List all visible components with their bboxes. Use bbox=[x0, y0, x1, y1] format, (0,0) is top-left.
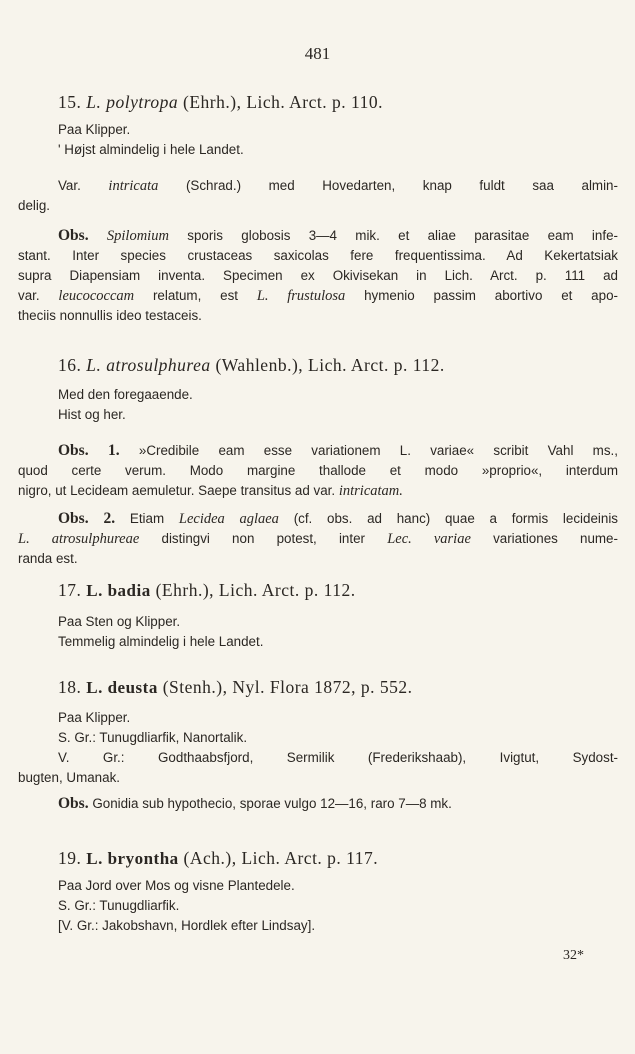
genus: L. bbox=[86, 355, 102, 375]
variety-line-cont: delig. bbox=[18, 198, 51, 213]
authority-reference: (Ehrh.), Lich. Arct. p. 112. bbox=[155, 580, 356, 600]
authority-reference: (Ach.), Lich. Arct. p. 117. bbox=[183, 848, 379, 868]
habitat-line: Paa Jord over Mos og visne Plantedele. bbox=[58, 878, 295, 893]
entry-17-heading bbox=[58, 580, 356, 601]
entry-number: 17. bbox=[58, 580, 82, 600]
species-name: L. deusta bbox=[86, 678, 158, 697]
entry-18-body bbox=[18, 708, 618, 814]
distribution-line: ' Højst almindelig i hele Landet. bbox=[58, 142, 244, 157]
obs-line: var. leucococcam relatum, est L. frustulosa hymenio passim abortivo et apo- bbox=[18, 288, 618, 304]
species-name: atrosulphurea bbox=[106, 355, 211, 375]
entry-15-body bbox=[18, 120, 618, 326]
obs-1-paragraph: Obs. 1. »Credibile eam esse variationem L. variae« scribit Vahl ms., bbox=[58, 442, 618, 459]
obs-line: stant. Inter species crustaceas saxicolas fere frequentissima. Ad Kekertatsiak bbox=[18, 248, 618, 263]
obs-paragraph: Obs. Gonidia sub hypothecio, sporae vulgo 12—16, raro 7—8 mk. bbox=[58, 795, 452, 812]
entry-number: 16. bbox=[58, 355, 82, 375]
locality-line: S. Gr.: Tunugdliarfik. bbox=[58, 898, 180, 913]
authority-reference: (Stenh.), Nyl. Flora 1872, p. 552. bbox=[162, 677, 413, 697]
authority-reference: (Wahlenb.), Lich. Arct. p. 112. bbox=[215, 355, 445, 375]
obs-2-paragraph: Obs. 2. Etiam Lecidea aglaea (cf. obs. ad hanc) quae a formis lecideinis bbox=[58, 510, 619, 527]
signature-mark: 32* bbox=[563, 948, 584, 963]
entry-15-heading bbox=[58, 92, 383, 113]
obs-line: theciis nonnullis ideo testaceis. bbox=[18, 308, 202, 323]
distribution-line: Hist og her. bbox=[58, 407, 126, 422]
locality-line-cont: bugten, Umanak. bbox=[18, 770, 120, 785]
obs-line: randa est. bbox=[18, 551, 78, 566]
variety-line: Var. intricata (Schrad.) med Hovedarten, knap fuldt saa almin- bbox=[58, 178, 618, 194]
entry-16-heading bbox=[58, 355, 445, 376]
species-name: polytropa bbox=[106, 92, 179, 112]
obs-paragraph: Obs. Spilomium sporis globosis 3—4 mik. et aliae parasitae eam infe- bbox=[58, 227, 618, 244]
habitat-line: Paa Klipper. bbox=[58, 710, 131, 725]
entry-16-body bbox=[18, 385, 618, 569]
habitat-line: Paa Klipper. bbox=[58, 122, 131, 137]
entry-number: 19. bbox=[58, 848, 82, 868]
species-name: L. bryontha bbox=[86, 849, 179, 868]
entry-19-heading bbox=[58, 848, 378, 869]
entry-number: 18. bbox=[58, 677, 82, 697]
locality-line: S. Gr.: Tunugdliarfik, Nanortalik. bbox=[58, 730, 248, 745]
entry-18-heading bbox=[58, 677, 413, 698]
obs-line: quod certe verum. Modo margine thallode et modo »proprio«, interdum bbox=[18, 463, 618, 478]
obs-line: supra Diapensiam inventa. Specimen ex Okivisekan in Lich. Arct. p. 111 ad bbox=[18, 268, 618, 283]
locality-line: [V. Gr.: Jakobshavn, Hordlek efter Lindsay]. bbox=[58, 918, 316, 933]
habitat-line: Paa Sten og Klipper. bbox=[58, 614, 181, 629]
locality-line: V. Gr.: Godthaabsfjord, Sermilik (Frederikshaab), Ivigtut, Sydost- bbox=[58, 750, 618, 765]
distribution-line: Temmelig almindelig i hele Landet. bbox=[58, 634, 264, 649]
habitat-line: Med den foregaaende. bbox=[58, 387, 193, 402]
obs-line: L. atrosulphureae distingvi non potest, inter Lec. variae variationes nume- bbox=[18, 531, 618, 547]
entry-number: 15. bbox=[58, 92, 82, 112]
species-name: L. badia bbox=[86, 581, 151, 600]
entry-17-body bbox=[18, 612, 618, 652]
authority-reference: (Ehrh.), Lich. Arct. p. 110. bbox=[183, 92, 383, 112]
page-number: 481 bbox=[304, 44, 331, 63]
obs-line: nigro, ut Lecideam aemuletur. Saepe transitus ad var. intricatam. bbox=[18, 483, 403, 499]
entry-19-body bbox=[18, 876, 618, 936]
genus: L. bbox=[86, 92, 102, 112]
